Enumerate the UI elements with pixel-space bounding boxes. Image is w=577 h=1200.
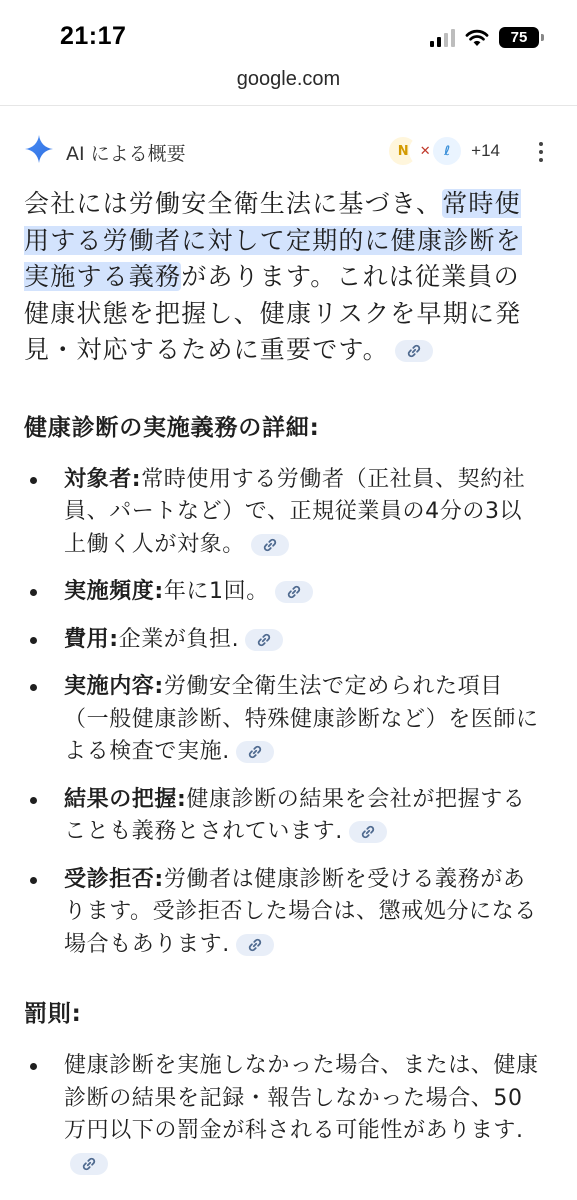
link-icon [286, 584, 302, 600]
list-item-text: 企業が負担. [118, 626, 240, 652]
penalty-heading: 罰則: [24, 1001, 82, 1027]
list-item-term: 受診拒否: [64, 866, 164, 892]
source-link-chip[interactable] [275, 581, 313, 603]
battery-icon: 75 [499, 27, 539, 48]
wifi-icon [465, 29, 489, 47]
gemini-sparkle-icon [24, 134, 54, 164]
source-link-chip[interactable] [236, 741, 274, 763]
status-bar [0, 0, 577, 72]
status-time: 21:17 [60, 22, 127, 50]
list-item-term: 費用: [64, 626, 119, 652]
source-favicon-icon: ✕ [409, 135, 441, 167]
cellular-signal-icon [430, 29, 455, 47]
link-icon [247, 937, 263, 953]
list-item-term: 実施頻度: [64, 579, 164, 604]
summary-highlight: 常時使用する労働者に対して定期的に健康診断を実施する義務 [24, 189, 522, 291]
ai-overview-content [24, 186, 544, 1195]
list-item [24, 624, 544, 657]
source-link-chip[interactable] [251, 534, 289, 556]
source-favicon-icon: N [387, 135, 419, 167]
summary-text: 会社には労働安全衛生法に基づき、 [24, 189, 443, 218]
list-item-text: 常時使用する労働者（正社員、契約社員、パートなど）で、正規従業員の4分の3以上働く人が対象。 [64, 466, 526, 557]
source-link-chip[interactable] [395, 340, 433, 362]
source-link-chip[interactable] [70, 1153, 108, 1175]
list-item-text: 労働者は健康診断を受ける義務があります。受診拒否した場合は、懲戒処分になる場合もあります. [64, 866, 537, 957]
ai-overview-title: AI による概要 [66, 143, 186, 165]
summary-paragraph [24, 186, 544, 369]
list-item [24, 464, 544, 562]
divider [0, 105, 577, 106]
list-item [24, 1050, 544, 1180]
list-item-term: 対象者: [64, 466, 142, 492]
url-bar[interactable]: google.com [236, 68, 341, 90]
list-item-term: 実施内容: [64, 674, 164, 699]
source-favicon-icon: ℓ [431, 135, 463, 167]
link-icon [406, 343, 422, 359]
list-item-text: 健康診断の結果を会社が把握することも義務とされています. [64, 786, 526, 844]
link-icon [81, 1156, 97, 1172]
source-link-chip[interactable] [236, 934, 274, 956]
status-icons [430, 27, 539, 48]
source-count: +14 [471, 141, 500, 160]
ai-overview-header [24, 134, 554, 168]
list-item [24, 784, 544, 849]
link-icon [360, 824, 376, 840]
link-icon [262, 537, 278, 553]
source-favicons[interactable] [387, 134, 500, 168]
list-item-text: 労働安全衛生法で定められた項目（一般健康診断、特殊健康診断など）を医師による検査で実施. [64, 674, 539, 764]
list-item [24, 864, 544, 962]
source-link-chip[interactable] [245, 629, 283, 651]
link-icon [247, 744, 263, 760]
list-item-text: 年に1回。 [163, 579, 269, 604]
list-item [24, 671, 544, 769]
source-link-chip[interactable] [349, 821, 387, 843]
details-heading: 健康診断の実施義務の詳細: [24, 414, 320, 441]
list-item [24, 576, 544, 609]
list-item-term: 結果の把握: [64, 786, 187, 812]
penalty-list [24, 1050, 544, 1180]
summary-text-after: があります。これは従業員の健康状態を把握し、健康リスクを早期に発見・対応するために重要です。 [24, 262, 522, 364]
link-icon [256, 632, 272, 648]
list-item-text: 健康診断を実施しなかった場合、または、健康診断の結果を記録・報告しなかった場合、50万円以下の罰金が科される可能性があります. [64, 1053, 539, 1143]
more-options-icon[interactable] [538, 142, 544, 162]
details-list [24, 464, 544, 962]
